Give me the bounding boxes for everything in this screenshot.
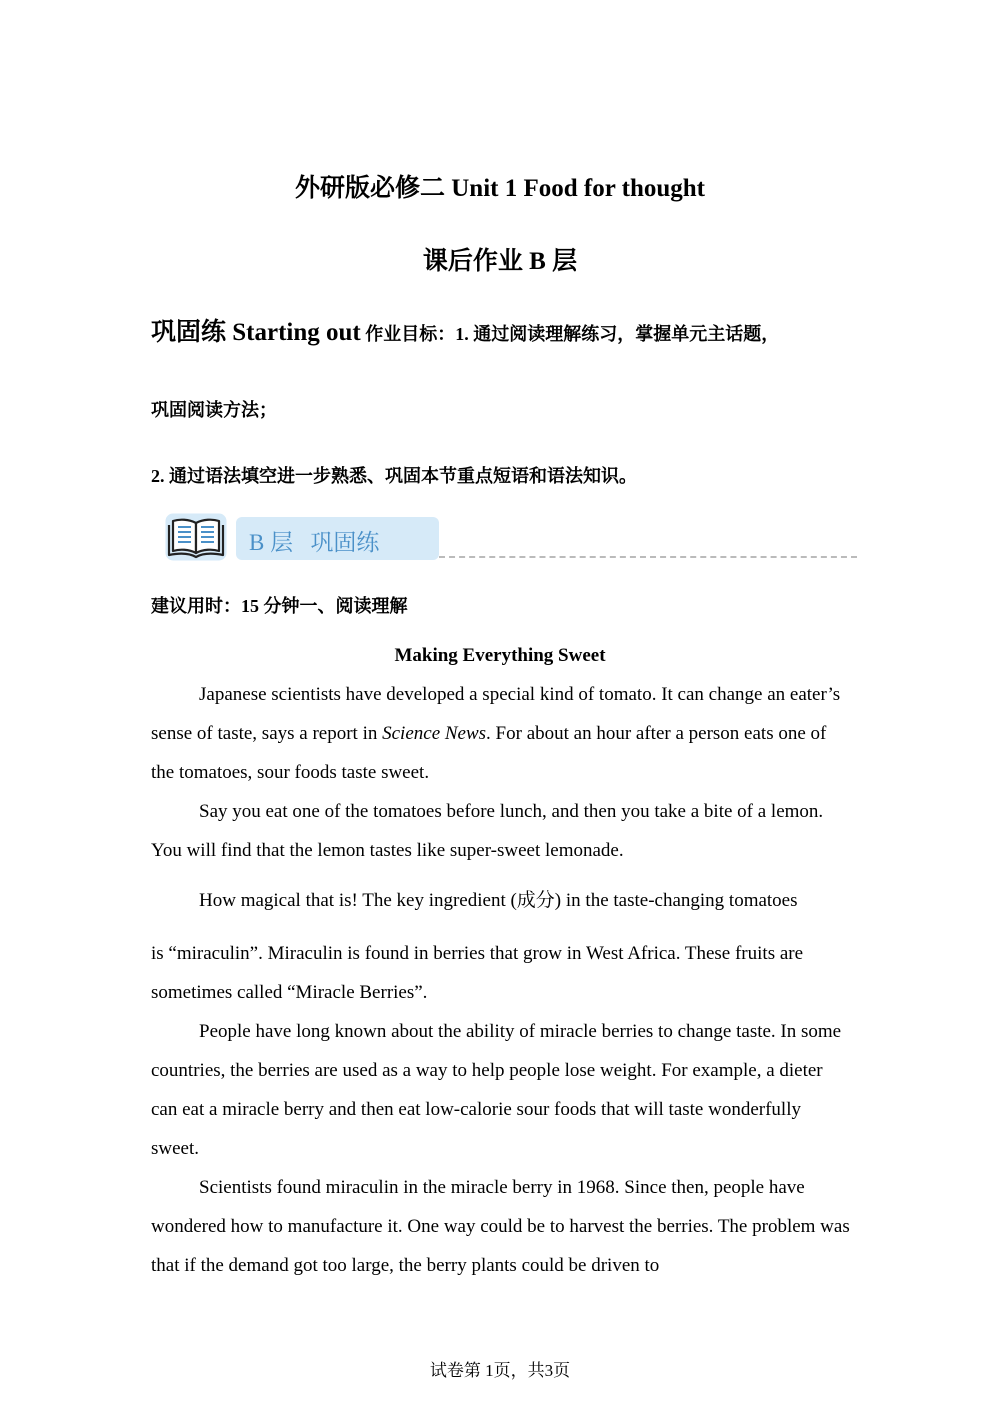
section-heading [151, 312, 779, 348]
document-title: 外研版必修二 Unit 1 Food for thought [295, 175, 705, 202]
page-footer: 试卷第 1页，共3页 [429, 1361, 571, 1380]
dashed-divider [439, 556, 857, 558]
section-label: 巩固练 Starting out [151, 319, 361, 346]
goal-prefix: 作业目标： [365, 324, 456, 344]
open-book-icon [165, 513, 227, 561]
paragraph-2: Say you eat one of the tomatoes before lunch, and then you take a bite of a lemon. You will find that the lemon tastes like super-sweet lemonade. [151, 801, 824, 861]
paragraph-1: Japanese scientists have developed a special kind of tomato. It can change an eater’s sense of taste, says a report in Science News. For about an hour after a person eats one of the tomatoes, sour foods taste sweet. [151, 684, 841, 783]
paragraph-4: People have long known about the ability of miracle berries to change taste. In some countries, the berries are used as a way to help people lose weight. For example, a dieter can eat a miracle berry and then eat low-calorie sour foods that will taste wonderfully sweet. [151, 1021, 842, 1159]
time-note: 建议用时：15 分钟一、阅读理解 [151, 596, 408, 616]
paragraph-3-line-2: is “miraculin”. Miraculin is found in berries that grow in West Africa. These fruits are sometimes called “Miracle Berries”. [151, 943, 804, 1003]
goal-line-2: 巩固阅读方法； [151, 400, 277, 420]
article-title: Making Everything Sweet [394, 645, 606, 666]
level-banner [165, 513, 865, 563]
level-tag [236, 517, 439, 560]
paragraph-5: Scientists found miraculin in the miracle berry in 1968. Since then, people have wondered how to manufacture it. One way could be to harvest the berries. The problem was that if the demand got too large, the berry plants could be driven to [151, 1177, 850, 1276]
article-body-bottom [151, 934, 851, 1285]
goal-line-1: 1. 通过阅读理解练习，掌握单元主话题， [455, 324, 780, 344]
level-tag-text: B 层 巩固练 [249, 530, 380, 555]
paragraph-3-line-1: How magical that is! The key ingredient (成分) in the taste-changing tomatoes [199, 890, 798, 911]
document-subtitle: 课后作业 B 层 [422, 248, 578, 275]
source-name: Science News [382, 723, 487, 744]
goal-line-3: 2. 通过语法填空进一步熟悉、巩固本节重点短语和语法知识。 [151, 466, 637, 486]
article-body-top [151, 675, 851, 870]
